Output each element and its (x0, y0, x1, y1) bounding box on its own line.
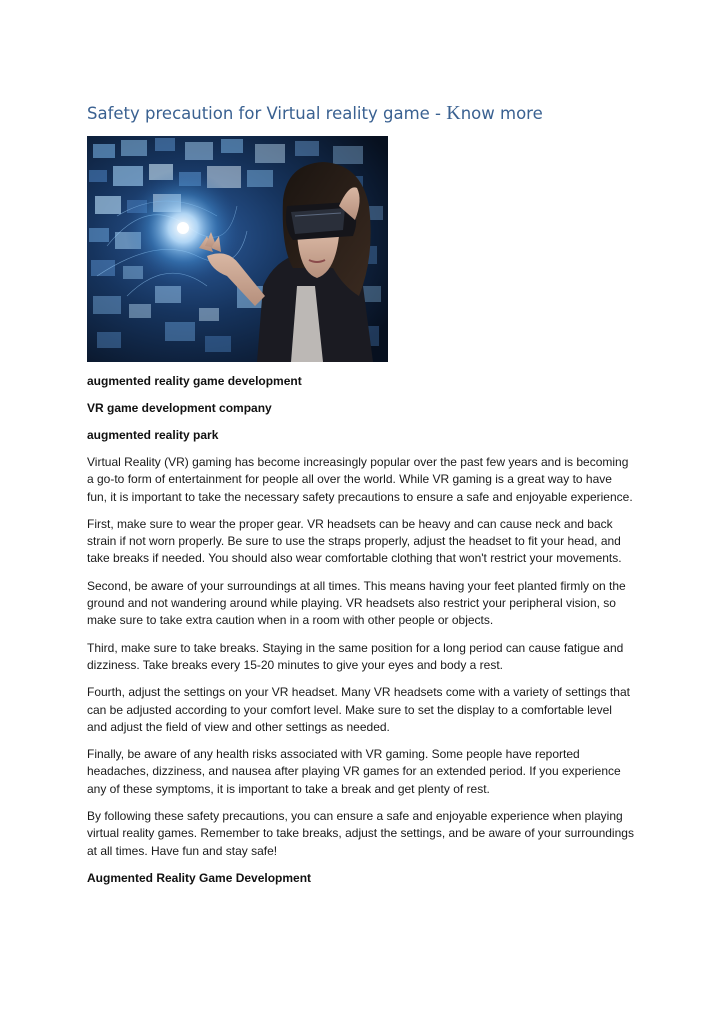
paragraph-surroundings: Second, be aware of your surroundings at all times. This means having your feet planted firmly on the ground and not wandering around while playing. VR headsets also restrict your peripheral vision, so make sure to take extra caution when in a room with other people or objects. (87, 578, 626, 628)
link-ar-game-development[interactable]: augmented reality game development (87, 374, 302, 388)
paragraph-intro: Virtual Reality (VR) gaming has become increasingly popular over the past few years and is becoming a go-to form of entertainment for people all over the world. While VR gaming is a great way to have fun, it is important to take the necessary safety precautions to ensure a safe and enjoyable experience. (87, 455, 633, 504)
paragraph-conclusion: By following these safety precautions, you can ensure a safe and enjoyable experience when playing virtual reality games. Remember to take breaks, adjust the settings, and be aware of your surroundings at all times. Have fun and stay safe! (87, 809, 634, 858)
title-rest-text: now more (460, 104, 543, 123)
vr-headset-woman-image (87, 136, 388, 362)
paragraph-gear: First, make sure to wear the proper gear. VR headsets can be heavy and can cause neck and back strain if not worn properly. Be sure to use the straps properly, adjust the headset to fit your head, and take breaks if needed. You should also wear comfortable clothing that won't restrict your movements. (87, 516, 622, 566)
link-augmented-reality-park[interactable]: augmented reality park (87, 428, 219, 442)
link-footer-ar-game-development[interactable]: Augmented Reality Game Development (87, 870, 312, 885)
page-title (87, 101, 647, 126)
paragraph-breaks: Third, make sure to take breaks. Staying in the same position for a long period can cause fatigue and dizziness. Take breaks every 15-20 minutes to give your eyes and body a rest. (87, 640, 624, 672)
paragraph-settings: Fourth, adjust the settings on your VR headset. Many VR headsets come with a variety of settings that can be adjusted according to your comfort level. Make sure to set the display to a comfortable level and adjust the field of view and other settings as needed. (87, 685, 630, 734)
title-main-text: Safety precaution for Virtual reality game - (87, 104, 447, 123)
article-content (87, 373, 635, 897)
paragraph-health-risks: Finally, be aware of any health risks associated with VR gaming. Some people have reported headaches, dizziness, and nausea after playing VR games for an extended period. If you experience any of these symptoms, it is important to take a break and get plenty of rest. (87, 747, 621, 796)
link-vr-game-development-company[interactable]: VR game development company (87, 401, 272, 415)
title-cap-letter: K (446, 102, 461, 124)
